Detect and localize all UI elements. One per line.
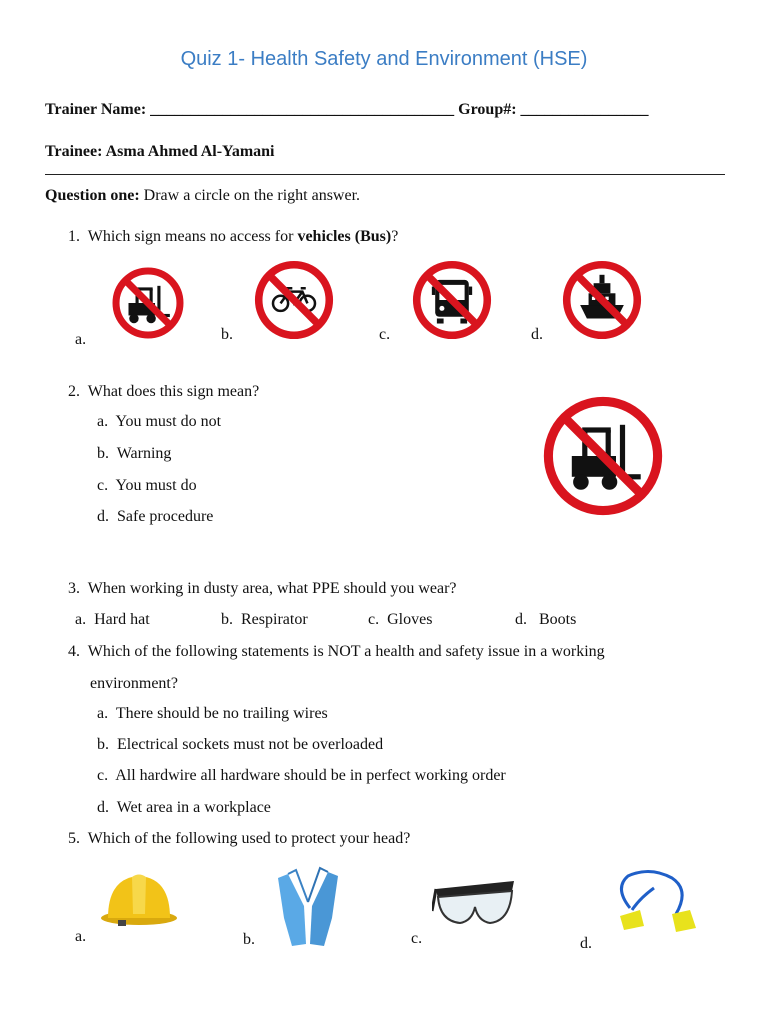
page-title: Quiz 1- Health Safety and Environment (HSE) xyxy=(180,48,588,70)
q4-option-a-text: There should be no trailing wires xyxy=(115,705,328,722)
q2-option-d-text: Safe procedure xyxy=(117,508,214,525)
q3-text: When working in dusty area, what PPE should you wear? xyxy=(87,580,457,597)
q2-option-c-text: You must do xyxy=(115,477,197,494)
q2-option-b-text: Warning xyxy=(116,445,172,462)
q2-option-c-letter: c. xyxy=(97,477,109,494)
q4-option-d-letter: d. xyxy=(97,799,109,816)
q3-option-c-text: Gloves xyxy=(387,611,433,628)
q3-option-b-letter: b. xyxy=(221,611,233,628)
trainer-name-blank: ______________________________________ xyxy=(150,101,455,118)
q4-text-line2: environment? xyxy=(90,675,178,692)
q5-option-c-letter: c. xyxy=(411,930,423,947)
q4-option-d-text: Wet area in a workplace xyxy=(116,799,271,816)
header-divider xyxy=(45,174,725,175)
question-5 xyxy=(68,830,410,848)
q2-option-d xyxy=(97,508,213,526)
no-ship-sign-icon xyxy=(554,258,650,342)
q3-option-b xyxy=(221,611,308,629)
q2-option-a-text: You must do not xyxy=(115,413,222,430)
question-3 xyxy=(68,580,457,598)
q2-number: 2. xyxy=(68,383,80,400)
trainer-name-line xyxy=(45,101,649,119)
q4-option-b-letter: b. xyxy=(97,736,109,753)
q1-option-a-letter: a. xyxy=(75,331,87,348)
q3-option-b-text: Respirator xyxy=(241,611,308,628)
q3-option-d-text: Boots xyxy=(539,611,577,628)
q4-option-a-letter: a. xyxy=(97,705,109,722)
q1-option-b-letter: b. xyxy=(221,326,233,343)
group-label: Group#: xyxy=(458,101,517,118)
safety-glasses-icon xyxy=(432,877,518,935)
q2-option-a xyxy=(97,413,221,431)
q1-text-pre: Which sign means no access for xyxy=(87,228,298,245)
q5-number: 5. xyxy=(68,830,80,847)
q4-text-line1: Which of the following statements is NOT a health and safety issue in a working xyxy=(87,643,605,660)
q2-option-a-letter: a. xyxy=(97,413,109,430)
q2-text: What does this sign mean? xyxy=(87,383,260,400)
q4-option-b xyxy=(97,736,383,754)
q1-number: 1. xyxy=(68,228,80,245)
group-blank: ________________ xyxy=(520,101,649,118)
q5-option-d-letter: d. xyxy=(580,935,592,952)
q2-option-b-letter: b. xyxy=(97,445,109,462)
q4-option-c xyxy=(97,767,506,785)
q3-option-a-text: Hard hat xyxy=(94,611,150,628)
q3-option-a-letter: a. xyxy=(75,611,87,628)
q3-option-d xyxy=(515,611,576,629)
q1-text-bold: vehicles (Bus) xyxy=(297,228,392,245)
instruction-label: Question one: xyxy=(45,187,140,204)
q3-option-a xyxy=(75,611,150,629)
q3-option-d-letter: d. xyxy=(515,611,527,628)
no-bicycle-sign-icon xyxy=(245,258,343,342)
q3-option-c-letter: c. xyxy=(368,611,380,628)
q2-option-c xyxy=(97,477,197,495)
trainer-name-label: Trainer Name: xyxy=(45,101,147,118)
question-2 xyxy=(68,383,259,401)
q1-text-post: ? xyxy=(391,228,399,245)
earplugs-icon xyxy=(610,868,702,940)
q2-option-d-letter: d. xyxy=(97,508,109,525)
trainee-line: Trainee: Asma Ahmed Al-Yamani xyxy=(45,143,275,160)
q4-option-d xyxy=(97,799,271,817)
q5-option-a-letter: a. xyxy=(75,928,87,945)
q3-number: 3. xyxy=(68,580,80,597)
q4-option-a xyxy=(97,705,328,723)
q4-option-b-text: Electrical sockets must not be overloaded xyxy=(117,736,384,753)
q1-option-c-letter: c. xyxy=(379,326,391,343)
q2-option-b xyxy=(97,445,171,463)
q4-option-c-letter: c. xyxy=(97,767,109,784)
instruction-text: Draw a circle on the right answer. xyxy=(143,187,361,204)
q4-option-c-text: All hardwire all hardware should be in perfect working order xyxy=(115,767,506,784)
no-forklift-sign-icon xyxy=(107,264,189,342)
q1-option-d-letter: d. xyxy=(531,326,543,343)
no-bus-sign-icon xyxy=(404,258,500,342)
q5-option-b-letter: b. xyxy=(243,931,255,948)
question-4 xyxy=(68,643,605,661)
hard-hat-icon xyxy=(98,868,180,930)
instruction xyxy=(45,187,360,205)
q3-option-c xyxy=(368,611,432,629)
q5-text: Which of the following used to protect your head? xyxy=(87,830,411,847)
question-1 xyxy=(68,228,398,246)
q4-number: 4. xyxy=(68,643,80,660)
gloves-icon xyxy=(270,866,346,948)
q2-no-forklift-sign-icon xyxy=(538,388,668,524)
